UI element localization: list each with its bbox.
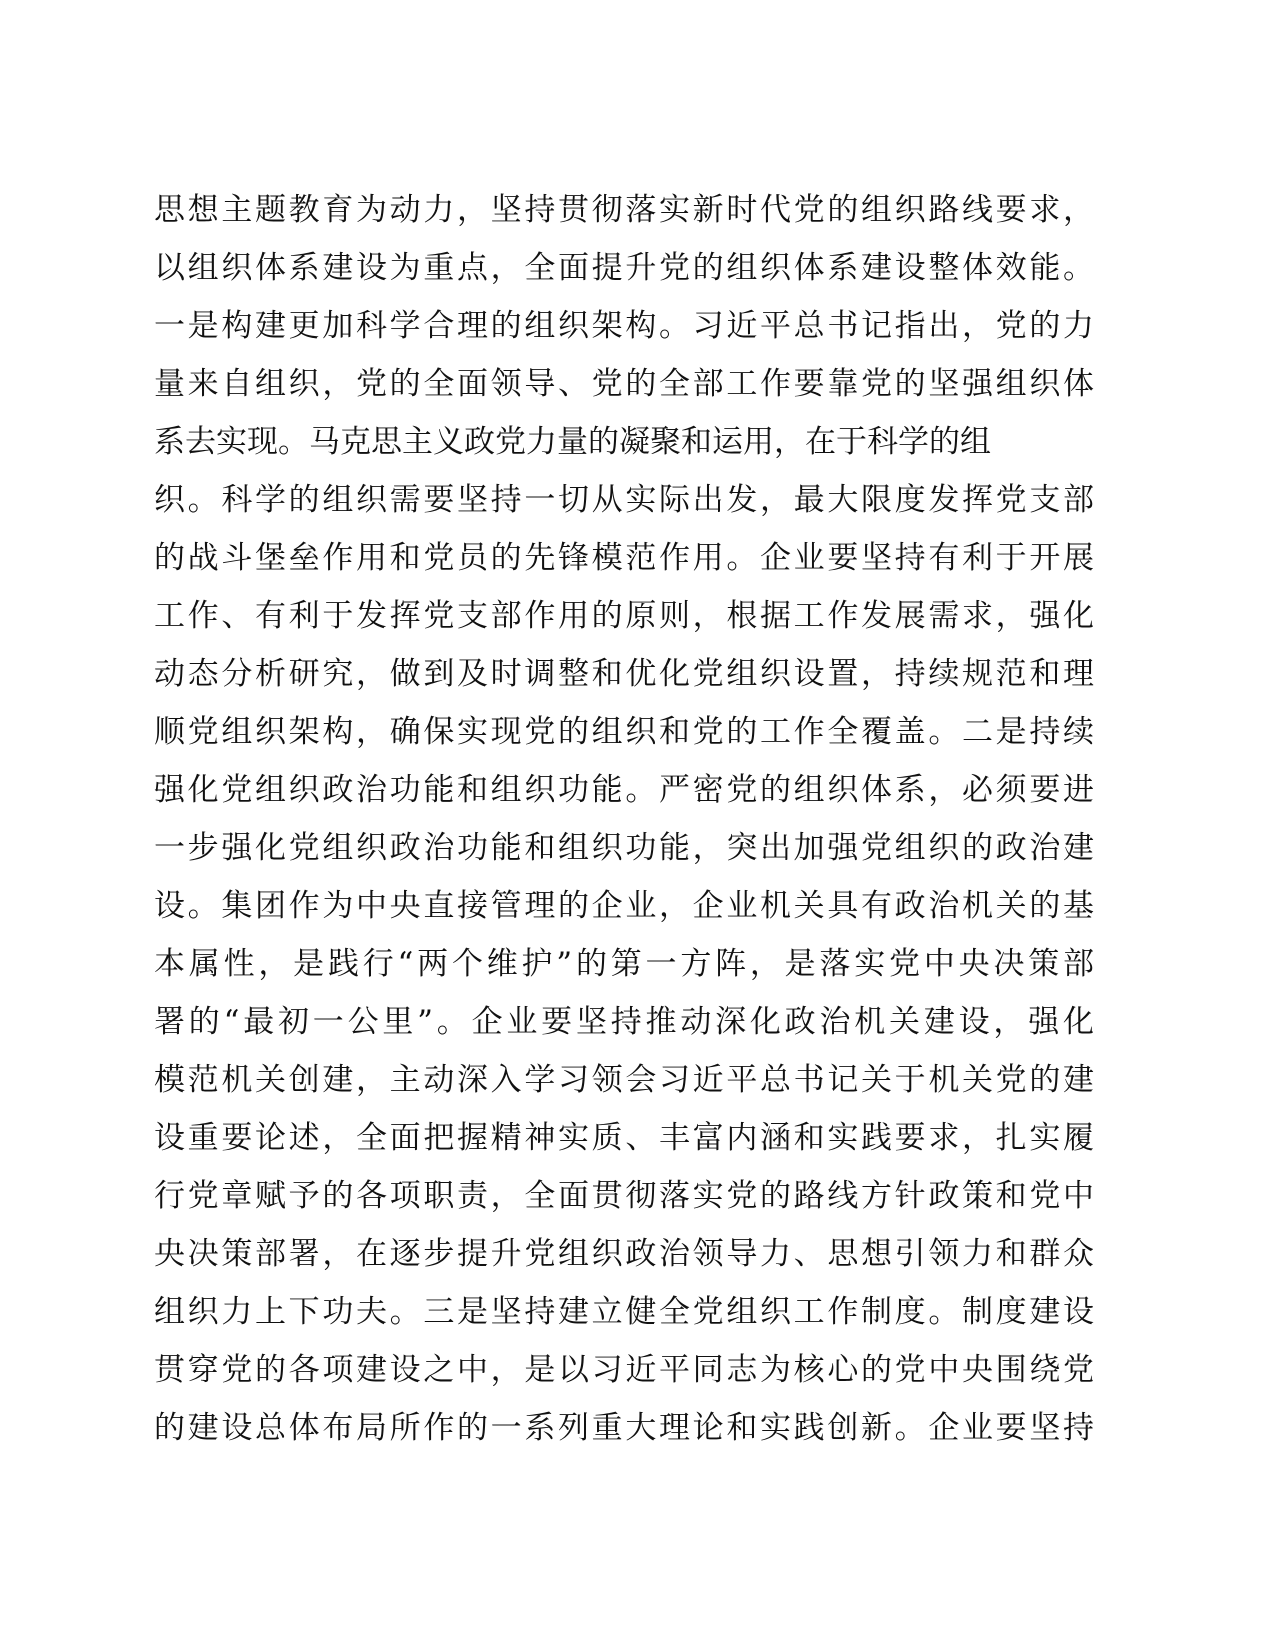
text-line: 强化党组织政治功能和组织功能。严密党的组织体系，必须要进 [154, 772, 1094, 808]
text-line: 思想主题教育为动力，坚持贯彻落实新时代党的组织路线要求， [154, 192, 1094, 228]
text-line: 的战斗堡垒作用和党员的先锋模范作用。企业要坚持有利于开展 [154, 540, 1094, 576]
text-line: 组织力上下功夫。三是坚持建立健全党组织工作制度。制度建设 [154, 1294, 1094, 1330]
text-line: 设重要论述，全面把握精神实质、丰富内涵和实践要求，扎实履 [154, 1120, 1094, 1156]
text-line: 本属性，是践行“两个维护”的第一方阵，是落实党中央决策部 [154, 946, 1094, 982]
text-line: 央决策部署，在逐步提升党组织政治领导力、思想引领力和群众 [154, 1236, 1094, 1272]
body-text [154, 181, 1094, 1457]
text-line: 系去实现。马克思主义政党力量的凝聚和运用，在于科学的组 [154, 424, 991, 460]
text-line: 工作、有利于发挥党支部作用的原则，根据工作发展需求，强化 [154, 598, 1094, 634]
text-line: 一是构建更加科学合理的组织架构。习近平总书记指出，党的力 [154, 308, 1094, 344]
text-line: 署的“最初一公里”。企业要坚持推动深化政治机关建设，强化 [154, 1004, 1094, 1040]
text-line: 顺党组织架构，确保实现党的组织和党的工作全覆盖。二是持续 [154, 714, 1094, 750]
text-line: 的建设总体布局所作的一系列重大理论和实践创新。企业要坚持 [154, 1410, 1094, 1446]
text-line: 行党章赋予的各项职责，全面贯彻落实党的路线方针政策和党中 [154, 1178, 1094, 1214]
text-line: 织。科学的组织需要坚持一切从实际出发，最大限度发挥党支部 [154, 482, 1094, 518]
text-line: 模范机关创建，主动深入学习领会习近平总书记关于机关党的建 [154, 1062, 1094, 1098]
text-line: 贯穿党的各项建设之中，是以习近平同志为核心的党中央围绕党 [154, 1352, 1094, 1388]
text-line: 以组织体系建设为重点，全面提升党的组织体系建设整体效能。 [154, 250, 1094, 286]
text-line: 一步强化党组织政治功能和组织功能，突出加强党组织的政治建 [154, 830, 1094, 866]
text-line: 量来自组织，党的全面领导、党的全部工作要靠党的坚强组织体 [154, 366, 1094, 402]
text-line: 设。集团作为中央直接管理的企业，企业机关具有政治机关的基 [154, 888, 1094, 924]
text-line: 动态分析研究，做到及时调整和优化党组织设置，持续规范和理 [154, 656, 1094, 692]
